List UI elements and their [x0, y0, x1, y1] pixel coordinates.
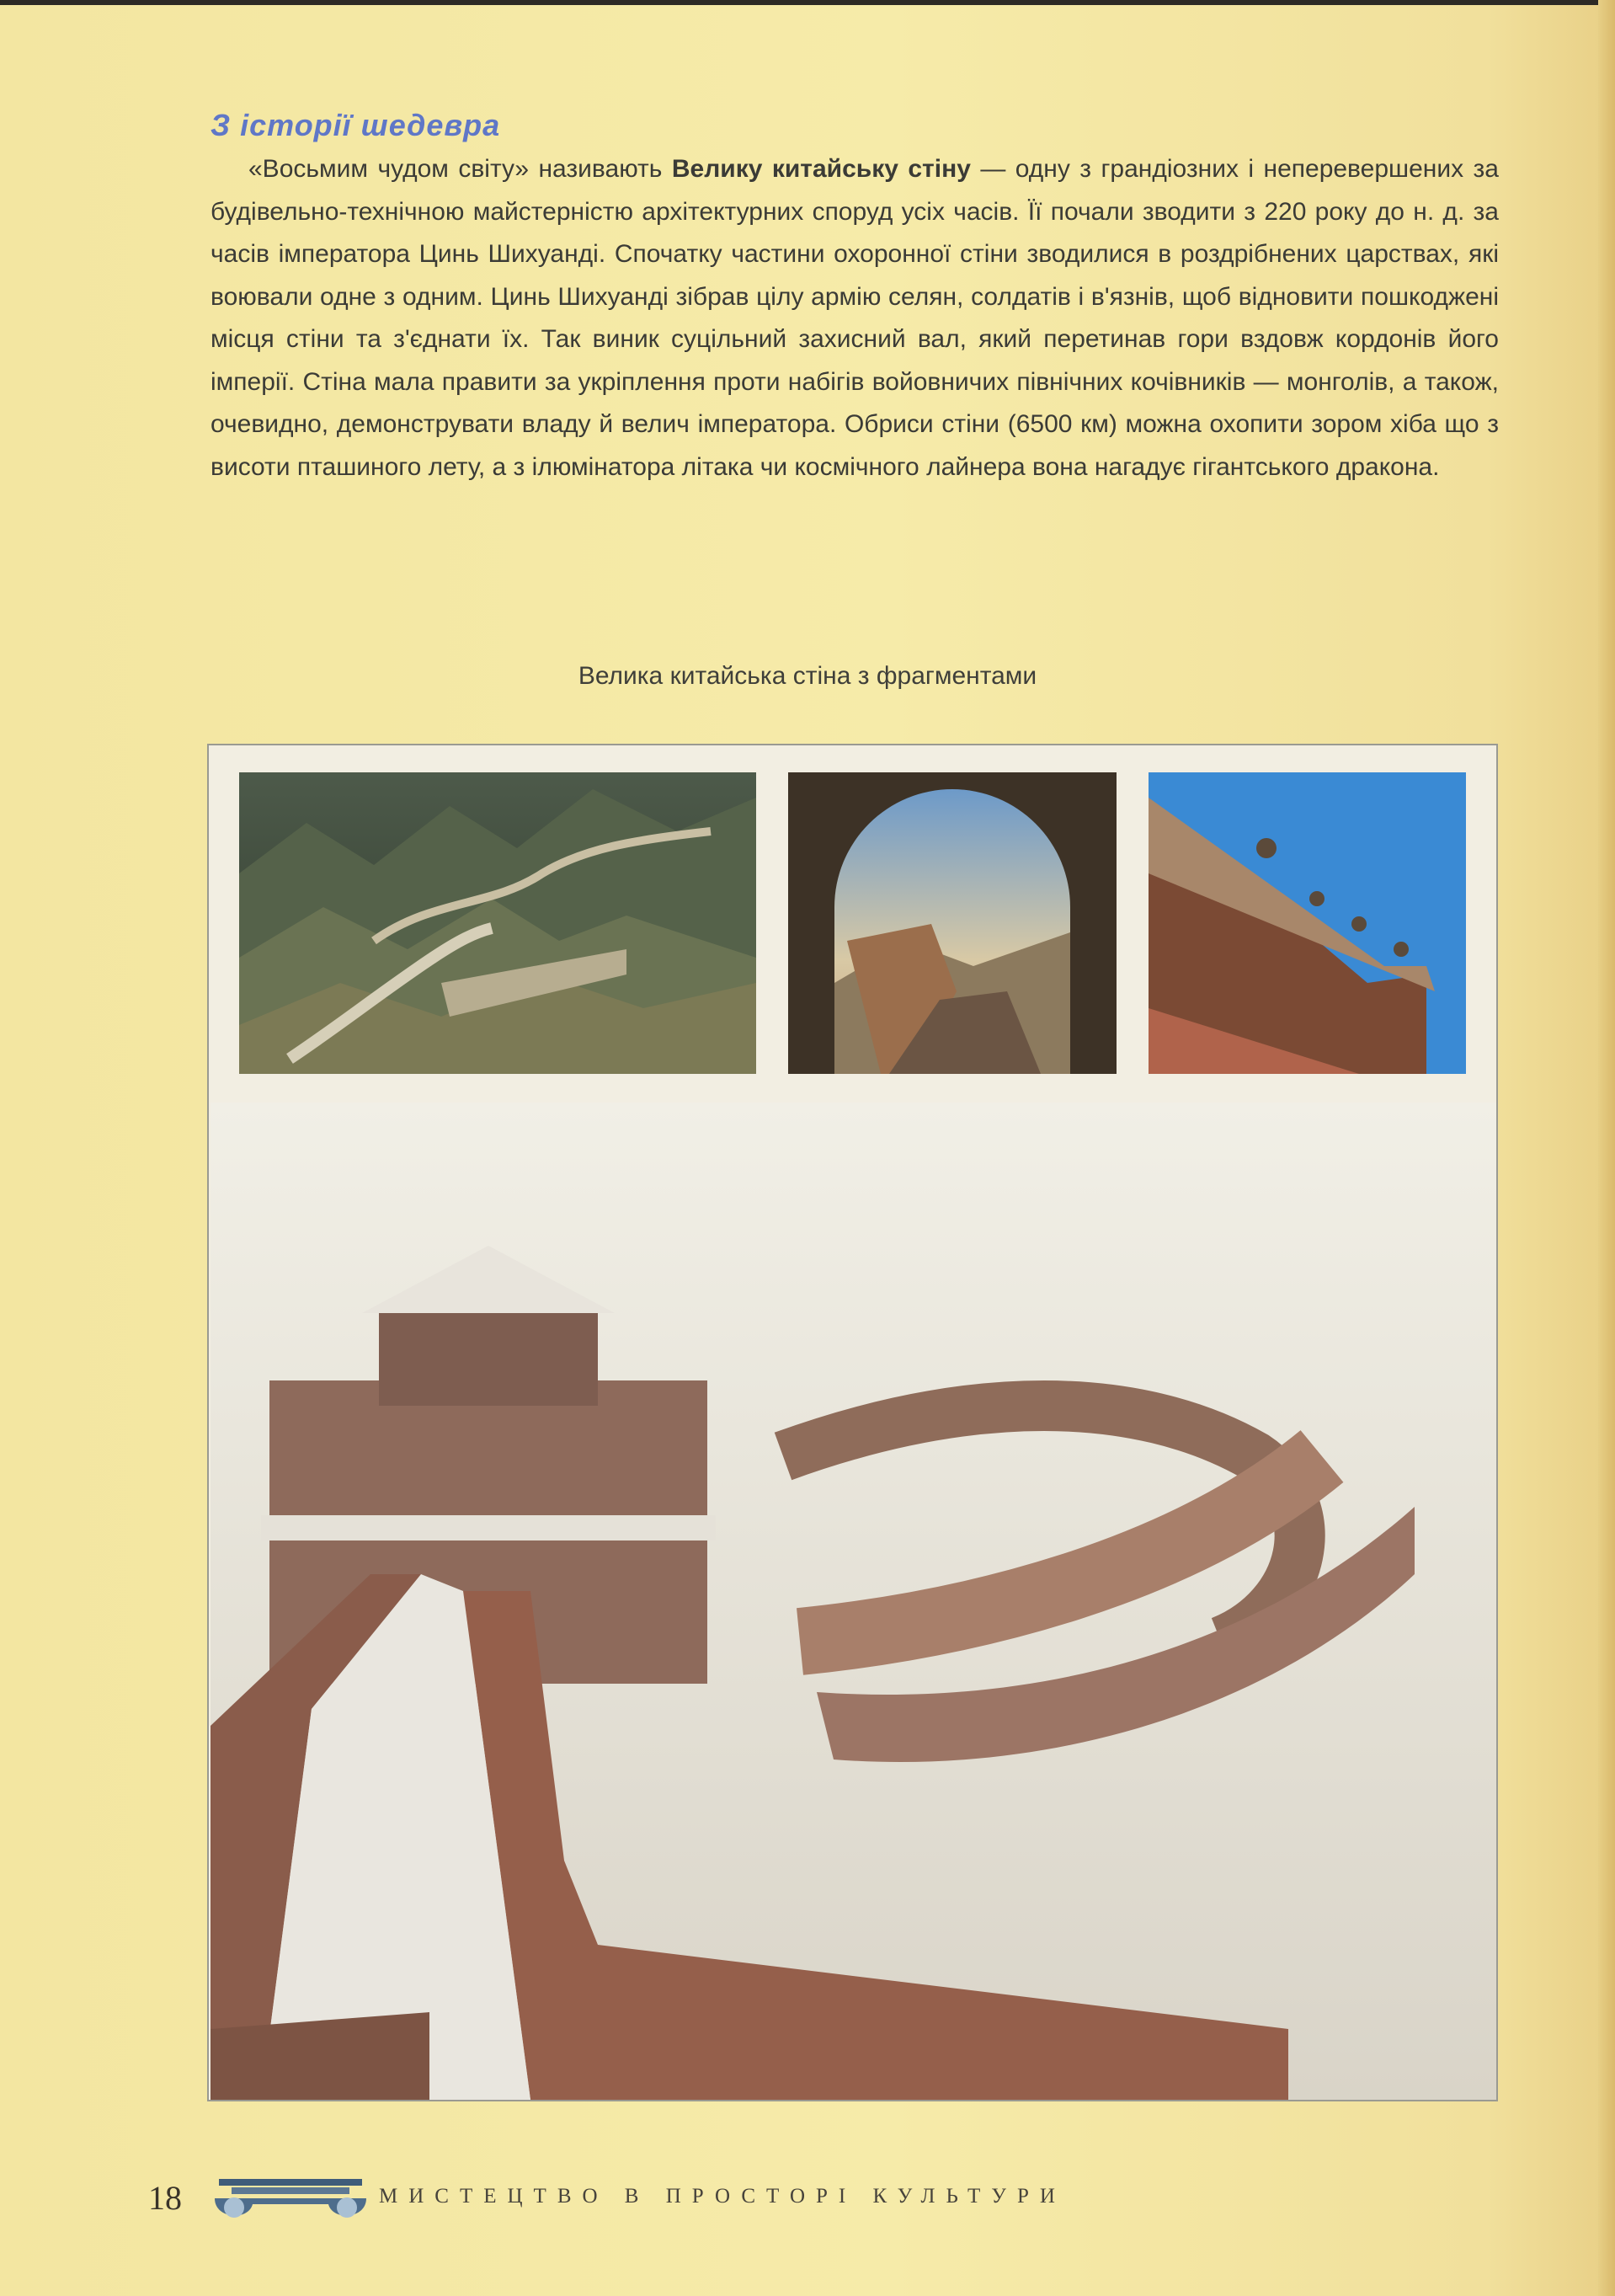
book-title: МИСТЕЦТВО В ПРОСТОРІ КУЛЬТУРИ — [379, 2185, 1066, 2208]
page-number: 18 — [148, 2179, 182, 2217]
paragraph-text: «Восьмим чудом світу» називають Велику китайську стіну — одну з грандіозних і неперевершених за будівельно-технічною майстерністю архітектурних споруд усіх часів. Її почали зводити з 220 року до н. д. за часів імператора Цинь Шихуанді. Спочатку частини охоронної стіни зводилися в роздрібнених царствах, які воювали одне з одним. Цинь Шихуанді зібрав цілу армію селян, солдатів і в'язнів, щоб відновити пошкоджені місця стіни та з'єднати їх. Так виник суцільний захисний вал, який перетинав гори вздовж кордонів його імперії. Стіна мала правити за укріплення проти набігів войовничих північних кочівників — монголів, а також, очевидно, демонструвати владу й велич імператора. Обриси стіни (6500 км) можна охопити зором хіба що з висоти пташиного лету, а з ілюмінатора літака чи космічного лайнера вона нагадує гігантського дракона. — [211, 155, 1499, 481]
photo-snowy-wall — [211, 1103, 1496, 2100]
body-paragraph — [211, 148, 1499, 489]
emphasized-term: Велику китайську стіну — [671, 155, 971, 183]
photo-mountain-wall — [239, 772, 756, 1074]
figure-caption: Велика китайська стіна з фрагментами — [578, 662, 1037, 690]
photo-roof-eaves — [1149, 772, 1466, 1074]
top-edge-strip — [0, 0, 1615, 5]
section-heading: З історії шедевра — [211, 108, 501, 142]
photo-frame — [207, 744, 1498, 2101]
page-edge-shadow — [1598, 0, 1615, 2296]
column-capital-ornament — [211, 2177, 370, 2224]
photo-arch-view — [788, 772, 1117, 1074]
